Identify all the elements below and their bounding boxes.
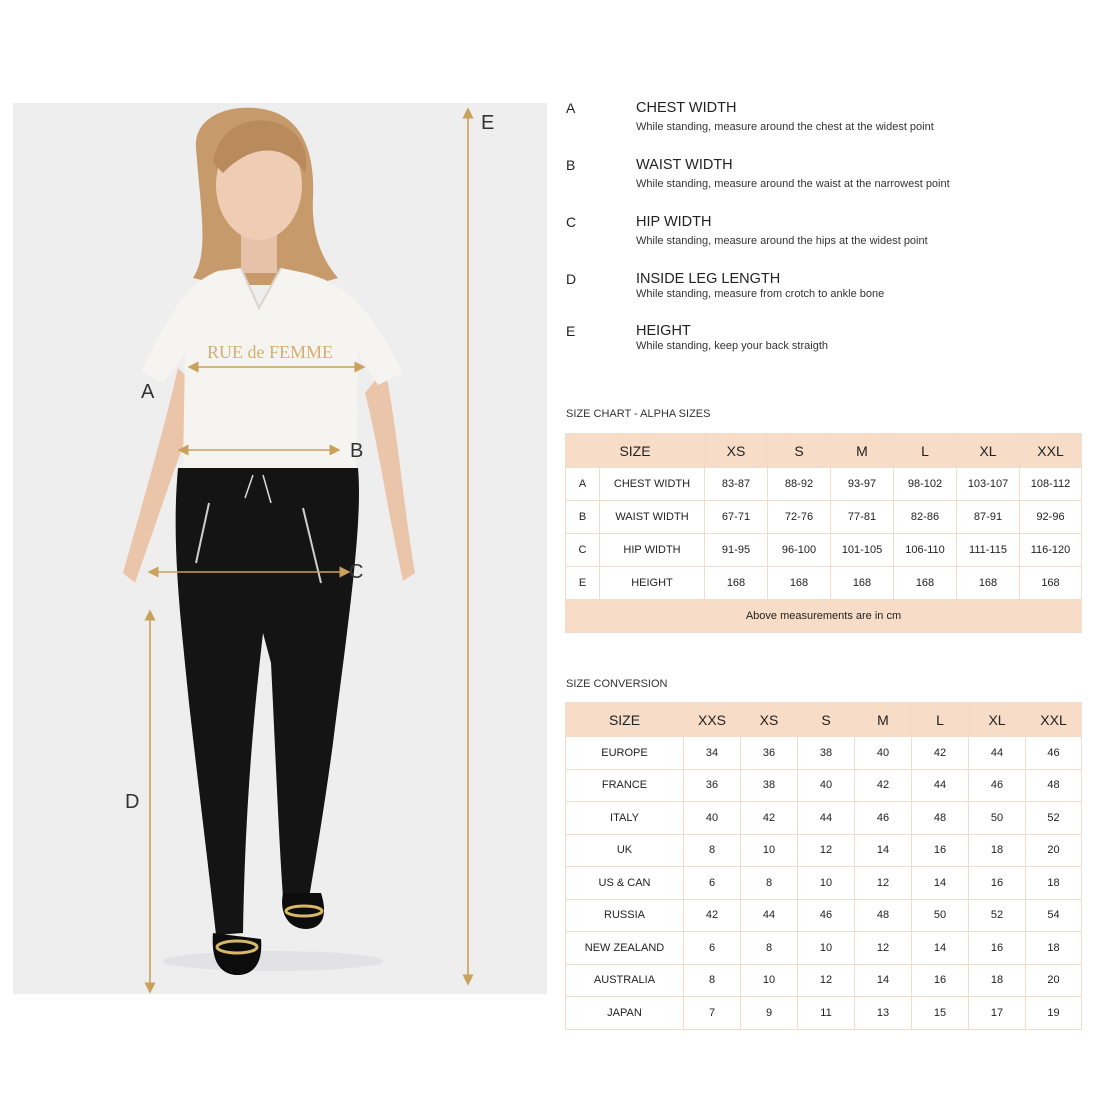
table-cell: 88-92 xyxy=(768,468,831,501)
table-cell: 52 xyxy=(1026,802,1082,835)
table-cell: 168 xyxy=(957,567,1020,600)
row-label: WAIST WIDTH xyxy=(600,501,705,534)
measure-label-b: B xyxy=(350,440,364,462)
model-illustration xyxy=(13,103,547,994)
row-key: C xyxy=(566,534,600,567)
units-note: Above measurements are in cm xyxy=(566,600,1082,633)
table-cell: 93-97 xyxy=(831,468,894,501)
table-cell: 8 xyxy=(684,834,741,867)
table-cell: 54 xyxy=(1026,899,1082,932)
table-cell: 48 xyxy=(1026,769,1082,802)
table-cell: 20 xyxy=(1026,834,1082,867)
row-label: JAPAN xyxy=(566,997,684,1030)
row-label: AUSTRALIA xyxy=(566,964,684,997)
table-cell: 42 xyxy=(855,769,912,802)
row-label: EUROPE xyxy=(566,737,684,770)
table-row xyxy=(566,534,1082,567)
table-cell: 48 xyxy=(912,802,969,835)
guide-desc: While standing, keep your back straigth xyxy=(636,340,828,352)
header-cell: S xyxy=(798,703,855,737)
guide-desc: While standing, measure around the chest at the widest point xyxy=(636,121,934,133)
table-cell: 91-95 xyxy=(705,534,768,567)
table-cell: 34 xyxy=(684,737,741,770)
table-cell: 12 xyxy=(855,867,912,900)
table-cell: 14 xyxy=(912,867,969,900)
table-cell: 38 xyxy=(798,737,855,770)
table-cell: 168 xyxy=(894,567,957,600)
guide-title: WAIST WIDTH xyxy=(636,157,733,173)
table-row xyxy=(566,867,1082,900)
table-cell: 82-86 xyxy=(894,501,957,534)
guide-title: HIP WIDTH xyxy=(636,214,712,230)
row-key: B xyxy=(566,501,600,534)
table-row xyxy=(566,899,1082,932)
table-cell: 168 xyxy=(1020,567,1082,600)
table-cell: 10 xyxy=(741,834,798,867)
table-cell: 10 xyxy=(798,867,855,900)
measure-label-a: A xyxy=(141,381,155,403)
row-key: A xyxy=(566,468,600,501)
table-cell: 16 xyxy=(969,932,1026,965)
table-cell: 40 xyxy=(684,802,741,835)
table-cell: 9 xyxy=(741,997,798,1030)
table-row xyxy=(566,567,1082,600)
table-cell: 18 xyxy=(1026,867,1082,900)
guide-desc: While standing, measure from crotch to ankle bone xyxy=(636,288,885,300)
table-cell: 11 xyxy=(798,997,855,1030)
header-cell: M xyxy=(855,703,912,737)
table-cell: 67-71 xyxy=(705,501,768,534)
guide-letter: B xyxy=(566,157,576,173)
header-cell: XL xyxy=(969,703,1026,737)
table-cell: 103-107 xyxy=(957,468,1020,501)
table-cell: 116-120 xyxy=(1020,534,1082,567)
row-label: ITALY xyxy=(566,802,684,835)
row-label: UK xyxy=(566,834,684,867)
header-cell: XL xyxy=(957,434,1020,468)
table-cell: 6 xyxy=(684,867,741,900)
measure-label-e: E xyxy=(481,112,495,134)
guide-letter: E xyxy=(566,323,576,339)
table-row xyxy=(566,737,1082,770)
table-cell: 10 xyxy=(741,964,798,997)
table-row xyxy=(566,997,1082,1030)
table-cell: 13 xyxy=(855,997,912,1030)
table-row xyxy=(566,802,1082,835)
table-row xyxy=(566,964,1082,997)
table-cell: 44 xyxy=(741,899,798,932)
measure-label-d: D xyxy=(125,791,140,813)
table-cell: 18 xyxy=(969,964,1026,997)
table-cell: 77-81 xyxy=(831,501,894,534)
table-cell: 20 xyxy=(1026,964,1082,997)
table-cell: 40 xyxy=(855,737,912,770)
shirt-print-text: RUE de FEMME xyxy=(207,342,333,362)
table-row xyxy=(566,834,1082,867)
row-label: NEW ZEALAND xyxy=(566,932,684,965)
guide-letter: A xyxy=(566,100,576,116)
table-cell: 12 xyxy=(798,834,855,867)
table-cell: 87-91 xyxy=(957,501,1020,534)
guide-title: CHEST WIDTH xyxy=(636,100,737,116)
table-cell: 19 xyxy=(1026,997,1082,1030)
table-cell: 108-112 xyxy=(1020,468,1082,501)
table-cell: 106-110 xyxy=(894,534,957,567)
table-cell: 15 xyxy=(912,997,969,1030)
row-label: HEIGHT xyxy=(600,567,705,600)
table-cell: 14 xyxy=(855,964,912,997)
row-key: E xyxy=(566,567,600,600)
table-cell: 72-76 xyxy=(768,501,831,534)
guide-letter: C xyxy=(566,214,577,230)
table-cell: 168 xyxy=(705,567,768,600)
table-cell: 6 xyxy=(684,932,741,965)
header-cell: S xyxy=(768,434,831,468)
row-label: HIP WIDTH xyxy=(600,534,705,567)
header-cell: XXS xyxy=(684,703,741,737)
table-header-row xyxy=(566,703,1082,737)
table-row xyxy=(566,932,1082,965)
conversion-chart-title: SIZE CONVERSION xyxy=(566,678,668,690)
table-cell: 12 xyxy=(798,964,855,997)
table-cell: 50 xyxy=(912,899,969,932)
table-header-row xyxy=(566,434,1082,468)
table-cell: 46 xyxy=(798,899,855,932)
header-cell: XXL xyxy=(1026,703,1082,737)
table-cell: 83-87 xyxy=(705,468,768,501)
table-cell: 46 xyxy=(1026,737,1082,770)
table-cell: 14 xyxy=(912,932,969,965)
table-cell: 12 xyxy=(855,932,912,965)
header-cell: XS xyxy=(741,703,798,737)
row-label: CHEST WIDTH xyxy=(600,468,705,501)
table-footer-row xyxy=(566,600,1082,633)
table-cell: 98-102 xyxy=(894,468,957,501)
table-cell: 46 xyxy=(969,769,1026,802)
table-cell: 111-115 xyxy=(957,534,1020,567)
row-label: US & CAN xyxy=(566,867,684,900)
table-cell: 18 xyxy=(1026,932,1082,965)
header-cell: XXL xyxy=(1020,434,1082,468)
table-cell: 16 xyxy=(912,964,969,997)
table-cell: 52 xyxy=(969,899,1026,932)
table-row xyxy=(566,468,1082,501)
table-cell: 44 xyxy=(912,769,969,802)
table-cell: 38 xyxy=(741,769,798,802)
table-cell: 168 xyxy=(768,567,831,600)
table-cell: 48 xyxy=(855,899,912,932)
table-row xyxy=(566,769,1082,802)
header-cell: M xyxy=(831,434,894,468)
alpha-size-table xyxy=(565,433,1082,633)
guide-title: HEIGHT xyxy=(636,323,691,339)
header-cell: XS xyxy=(705,434,768,468)
guide-desc: While standing, measure around the waist at the narrowest point xyxy=(636,178,950,190)
table-cell: 14 xyxy=(855,834,912,867)
table-cell: 101-105 xyxy=(831,534,894,567)
header-cell: L xyxy=(894,434,957,468)
size-conversion-table xyxy=(565,702,1082,1030)
table-cell: 46 xyxy=(855,802,912,835)
table-cell: 18 xyxy=(969,834,1026,867)
table-cell: 16 xyxy=(912,834,969,867)
table-cell: 96-100 xyxy=(768,534,831,567)
table-cell: 7 xyxy=(684,997,741,1030)
row-label: FRANCE xyxy=(566,769,684,802)
table-cell: 44 xyxy=(798,802,855,835)
guide-title: INSIDE LEG LENGTH xyxy=(636,271,781,287)
alpha-chart-title: SIZE CHART - ALPHA SIZES xyxy=(566,408,711,420)
table-cell: 10 xyxy=(798,932,855,965)
table-cell: 42 xyxy=(912,737,969,770)
table-cell: 50 xyxy=(969,802,1026,835)
measure-label-c: C xyxy=(349,561,364,583)
table-cell: 42 xyxy=(741,802,798,835)
row-label: RUSSIA xyxy=(566,899,684,932)
table-cell: 36 xyxy=(741,737,798,770)
table-cell: 8 xyxy=(684,964,741,997)
guide-desc: While standing, measure around the hips at the widest point xyxy=(636,235,928,247)
table-cell: 17 xyxy=(969,997,1026,1030)
table-row xyxy=(566,501,1082,534)
table-cell: 92-96 xyxy=(1020,501,1082,534)
table-cell: 40 xyxy=(798,769,855,802)
table-cell: 44 xyxy=(969,737,1026,770)
table-cell: 36 xyxy=(684,769,741,802)
header-cell: SIZE xyxy=(566,434,705,468)
header-cell: L xyxy=(912,703,969,737)
table-cell: 16 xyxy=(969,867,1026,900)
table-cell: 42 xyxy=(684,899,741,932)
guide-letter: D xyxy=(566,271,577,287)
model-photo xyxy=(13,103,547,994)
header-cell: SIZE xyxy=(566,703,684,737)
table-cell: 8 xyxy=(741,867,798,900)
table-cell: 8 xyxy=(741,932,798,965)
table-cell: 168 xyxy=(831,567,894,600)
